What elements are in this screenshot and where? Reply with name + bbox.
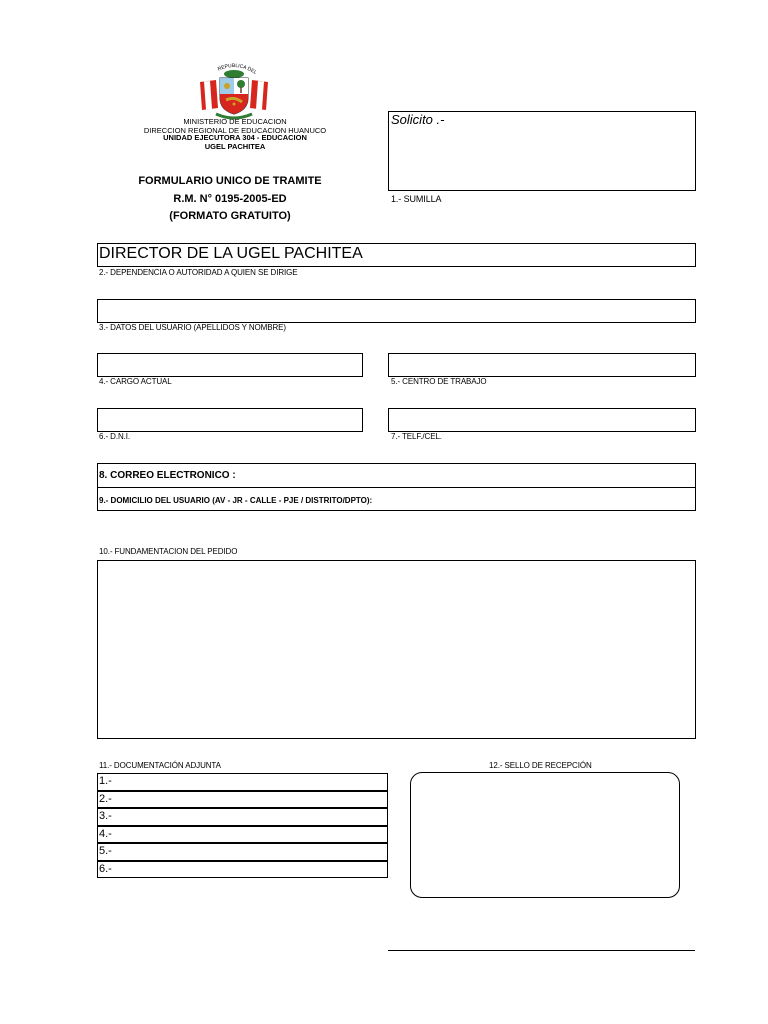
telf-label: 7.- TELF./CEL.: [391, 432, 442, 441]
sumilla-box[interactable]: [388, 111, 696, 191]
dni-label: 6.- D.N.I.: [99, 432, 131, 441]
fundamentacion-field[interactable]: [97, 560, 696, 739]
dni-field[interactable]: [97, 408, 363, 432]
dependencia-label: 2.- DEPENDENCIA O AUTORIDAD A QUIEN SE DIRIGE: [99, 268, 298, 277]
regional-direction: DIRECCION REGIONAL DE EDUCACION HUANUCO: [143, 126, 327, 135]
dependencia-value: DIRECTOR DE LA UGEL PACHITEA: [99, 245, 363, 262]
dependencia-field[interactable]: [97, 243, 696, 267]
centro-label: 5.- CENTRO DE TRABAJO: [391, 377, 487, 386]
usuario-field[interactable]: [97, 299, 696, 323]
usuario-label: 3.- DATOS DEL USUARIO (APELLIDOS Y NOMBRE): [99, 323, 286, 332]
resolution-number: R.M. N° 0195-2005-ED: [173, 193, 287, 205]
cargo-label: 4.- CARGO ACTUAL: [99, 377, 172, 386]
sumilla-placeholder: Solicito .-: [391, 112, 445, 127]
documentos-label: 11.- DOCUMENTACIÓN ADJUNTA: [99, 761, 221, 770]
centro-field[interactable]: [388, 353, 696, 377]
correo-label: 8. CORREO ELECTRONICO :: [99, 470, 236, 481]
sello-box: [410, 772, 680, 898]
telf-field[interactable]: [388, 408, 696, 432]
document-row-4[interactable]: 4.-: [97, 826, 388, 844]
fundamentacion-label: 10.- FUNDAMENTACION DEL PEDIDO: [99, 547, 238, 556]
document-row-3[interactable]: 3.-: [97, 808, 388, 826]
cargo-field[interactable]: [97, 353, 363, 377]
document-row-2[interactable]: 2.-: [97, 791, 388, 809]
form-title: FORMULARIO UNICO DE TRAMITE: [138, 175, 322, 187]
crest-motto: REPUBLICA DEL: [216, 62, 258, 76]
document-row-6[interactable]: 6.-: [97, 861, 388, 879]
domicilio-label: 9.- DOMICILIO DEL USUARIO (AV - JR - CALLE - PJE / DISTRITO/DPTO):: [99, 496, 373, 505]
ugel-name: UGEL PACHITEA: [204, 142, 266, 151]
signature-line: [388, 950, 695, 951]
format-note: (FORMATO GRATUITO): [169, 210, 291, 222]
document-row-5[interactable]: 5.-: [97, 843, 388, 861]
document-row-1[interactable]: 1.-: [97, 773, 388, 791]
peru-coat-of-arms: [196, 60, 272, 122]
sumilla-label: 1.- SUMILLA: [391, 194, 442, 204]
executing-unit: UNIDAD EJECUTORA 304 - EDUCACION: [163, 133, 307, 142]
sello-label: 12.- SELLO DE RECEPCIÓN: [489, 761, 592, 770]
domicilio-field[interactable]: [97, 487, 696, 511]
ministry-name: MINISTERIO DE EDUCACION: [183, 117, 287, 126]
correo-field[interactable]: [97, 463, 696, 488]
